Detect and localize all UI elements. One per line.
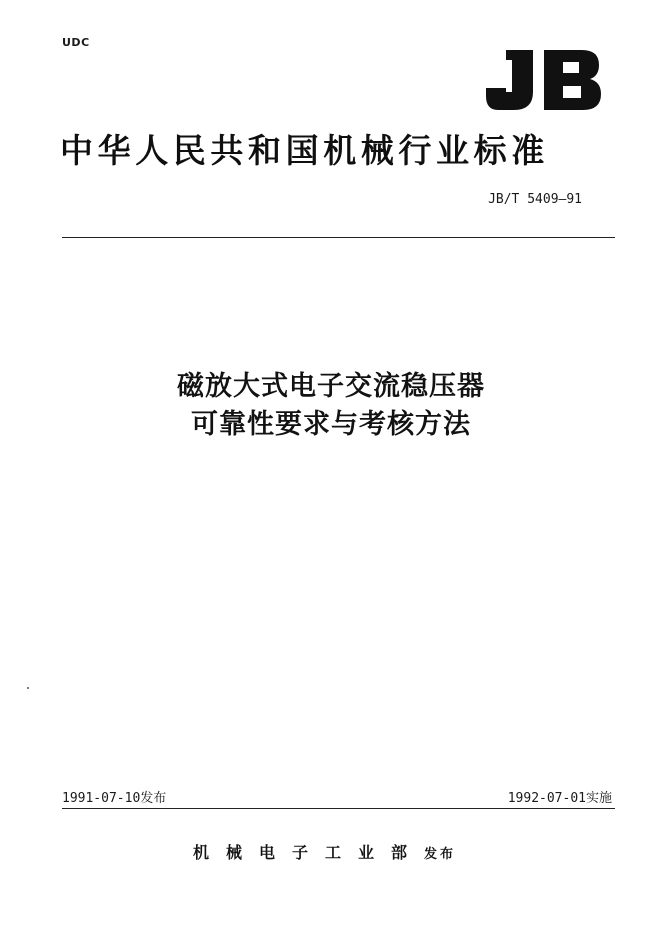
header-divider <box>62 237 615 238</box>
effective-date: 1992-07-01实施 <box>507 791 612 806</box>
udc-label: UDC <box>62 36 90 49</box>
scan-speck <box>27 687 29 689</box>
issuing-authority-title: 中华人民共和国机械行业标准 <box>60 131 549 170</box>
issue-date: 1991-07-10发布 <box>62 791 167 806</box>
publisher-name: 机械电子工业部 <box>193 843 425 862</box>
publisher-line <box>193 840 456 863</box>
document-title-line-1: 磁放大式电子交流稳压器 <box>177 371 485 402</box>
document-title-line-2: 可靠性要求与考核方法 <box>191 409 471 440</box>
jb-logo <box>486 50 601 110</box>
standard-number: JB/T 5409—91 <box>488 192 582 207</box>
publisher-action: 发布 <box>424 847 457 862</box>
footer-divider <box>62 808 615 809</box>
jb-logo-graphic <box>486 50 601 110</box>
